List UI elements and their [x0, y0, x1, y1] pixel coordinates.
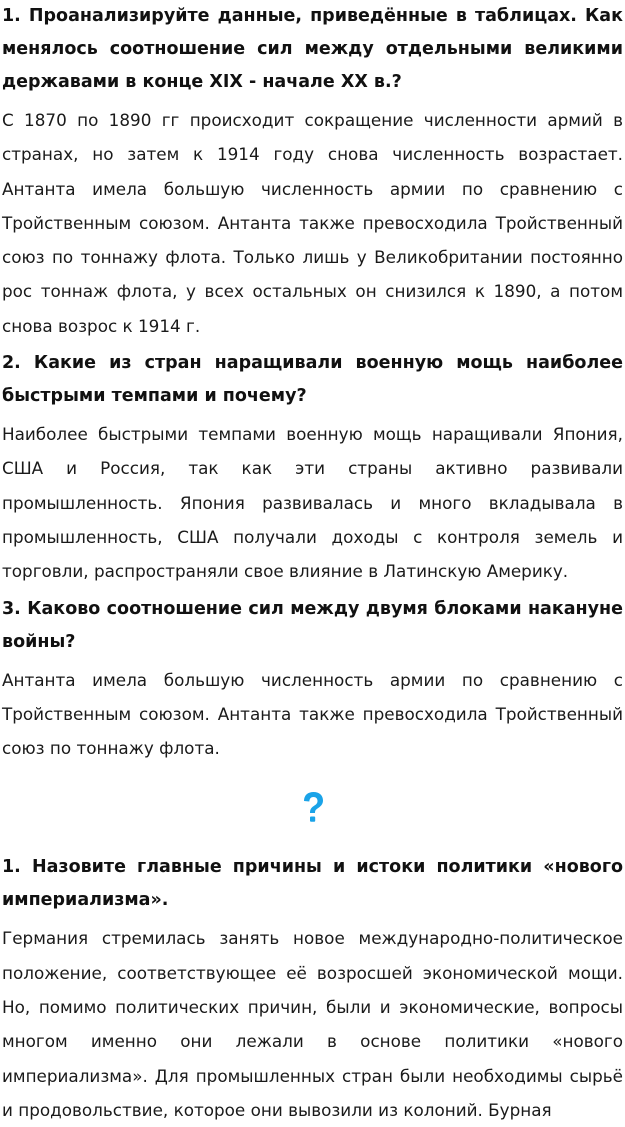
question-2-heading: 2. Какие из стран наращивали военную мощь наиболее быстрыми темпами и почему? [2, 353, 623, 407]
answer-1-text: С 1870 по 1890 гг происходит сокращение численности армий в странах, но затем к 1914 году снова численность возрастает. Антанта имела большую численность армии по сравнению с Тройственным союзом. Антанта также превосходила Тройственный союз по тоннажу флота. Только лишь у Великобритании постоянно рос тоннаж флота, у всех остальных он снизился к 1890, а потом снова возрос к 1914 г. [2, 110, 623, 336]
section-divider [2, 765, 623, 851]
question-mark-icon [299, 791, 327, 825]
answer-4-text: Германия стремилась занять новое международно-политическое положение, соответствующее её возросшей экономической мощи. Но, помимо политических причин, были и экономические, вопросы многом именно они лежали в основе политики «нового империализма». Для промышленных стран были необходимы сырьё и продовольствие, которое они вывозили из колоний. Бурная [2, 928, 623, 1120]
question-3-heading: 3. Каково соотношение сил между двумя блоками накануне войны? [2, 598, 623, 652]
question-1-heading: 1. Проанализируйте данные, приведённые в таблицах. Как менялось соотношение сил между отдельными великими державами в конце XIX - начале XX в.? [2, 6, 623, 92]
answer-3-text: Антанта имела большую численность армии по сравнению с Тройственным союзом. Антанта также превосходила Тройственный союз по тоннажу флота. [2, 669, 623, 759]
question-4-heading: 1. Назовите главные причины и истоки политики «нового империализма». [2, 857, 623, 911]
answer-2-text: Наиболее быстрыми темпами военную мощь наращивали Япония, США и Россия, так как эти страны активно развивали промышленность. Япония развивалась и много вкладывала в промышленность, США получали доходы с контроля земель и торговли, распространяли свое влияние в Латинскую Америку. [2, 424, 623, 582]
